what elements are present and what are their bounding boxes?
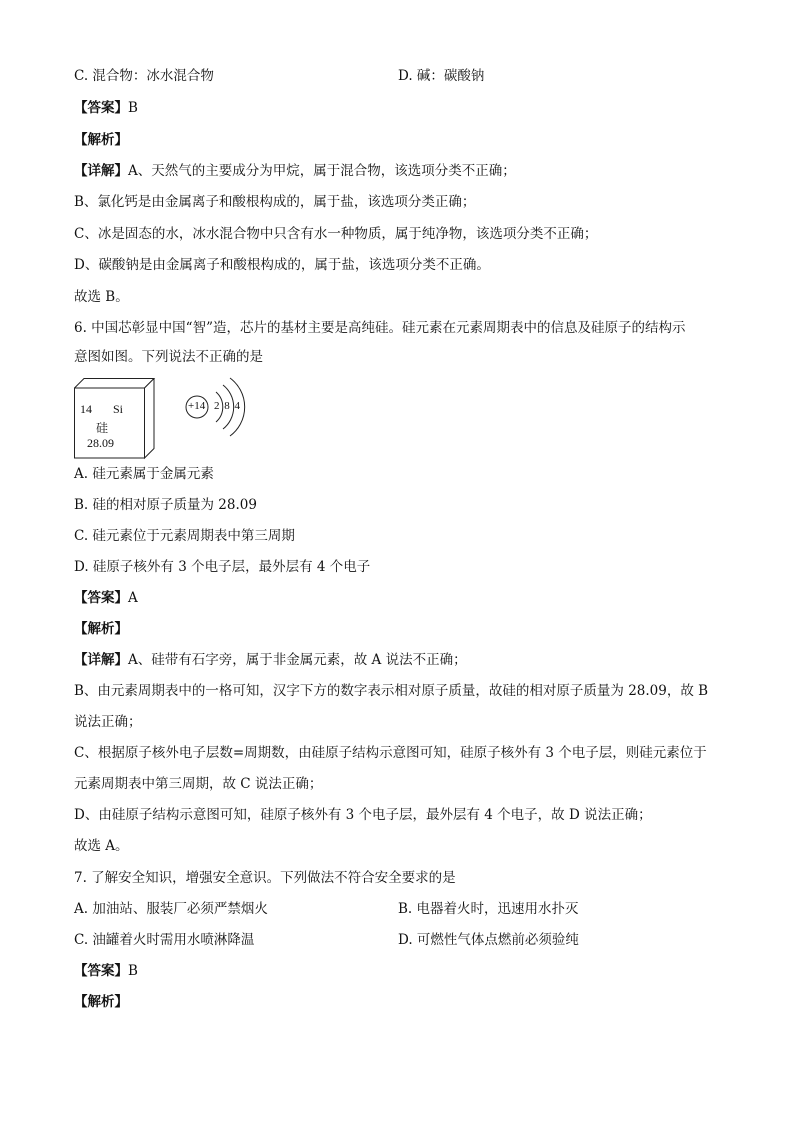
q5-option-c: C. 混合物：冰水混合物 xyxy=(74,68,214,84)
detail-label: 【详解】 xyxy=(74,163,128,179)
q6-option-a: A. 硅元素属于金属元素 xyxy=(74,466,214,482)
answer-label: 【答案】 xyxy=(74,963,128,979)
q7-answer xyxy=(74,962,138,980)
answer-value: B xyxy=(128,100,138,116)
periodic-table-cell xyxy=(74,378,154,458)
q6-detail-c-line1: C、根据原子核外电子层数=周期数，由硅原子结构示意图可知，硅原子核外有 3 个电子层，则硅元素位于 xyxy=(74,745,707,761)
q6-option-c: C. 硅元素位于元素周期表中第三周期 xyxy=(74,528,295,544)
answer-value: B xyxy=(128,963,138,979)
q5-answer xyxy=(74,99,138,117)
q6-detail-b-line2: 说法正确； xyxy=(74,714,142,730)
answer-label: 【答案】 xyxy=(74,590,128,606)
q7-option-b: B. 电器着火时，迅速用水扑灭 xyxy=(398,901,579,917)
atom-structure-diagram xyxy=(183,372,253,442)
atomic-number: 14 xyxy=(80,402,92,416)
q5-detail-b: B、氯化钙是由金属离子和酸根构成的，属于盐，该选项分类正确； xyxy=(74,194,476,210)
q5-option-d: D. 碱：碳酸钠 xyxy=(398,68,485,84)
q7-option-a: A. 加油站、服装厂必须严禁烟火 xyxy=(74,901,268,917)
q5-detail-d: D、碳酸钠是由金属离子和酸根构成的，属于盐，该选项分类不正确。 xyxy=(74,257,490,273)
q6-answer xyxy=(74,589,138,607)
element-symbol: Si xyxy=(113,402,124,416)
q5-conclusion: 故选 B。 xyxy=(74,289,129,305)
answer-value: A xyxy=(128,590,138,606)
q6-option-b: B. 硅的相对原子质量为 28.09 xyxy=(74,497,257,513)
q6-stem-line2: 意图如图。下列说法不正确的是 xyxy=(74,349,263,365)
q7-stem: 7. 了解安全知识，增强安全意识。下列做法不符合安全要求的是 xyxy=(74,870,456,886)
electron-shells: 2 8 4 xyxy=(214,400,241,412)
q5-analysis-label: 【解析】 xyxy=(74,132,128,148)
nucleus-charge: +14 xyxy=(188,400,206,412)
q6-detail-a xyxy=(74,651,467,669)
answer-label: 【答案】 xyxy=(74,100,128,116)
q6-analysis-label: 【解析】 xyxy=(74,621,128,637)
detail-text: A、天然气的主要成分为甲烷，属于混合物，该选项分类不正确； xyxy=(128,163,516,179)
q6-option-d: D. 硅原子核外有 3 个电子层，最外层有 4 个电子 xyxy=(74,559,371,575)
q6-detail-c-line2: 元素周期表中第三周期，故 C 说法正确； xyxy=(74,776,323,792)
q6-detail-b-line1: B、由元素周期表中的一格可知，汉字下方的数字表示相对原子质量，故硅的相对原子质量为 28.09，故 B xyxy=(74,683,709,699)
element-name: 硅 xyxy=(96,421,109,435)
q7-analysis-label: 【解析】 xyxy=(74,994,128,1010)
q6-stem-line1: 6. 中国芯彰显中国“智”造，芯片的基材主要是高纯硅。硅元素在元素周期表中的信息及硅原子的结构示 xyxy=(74,320,686,336)
q7-option-c: C. 油罐着火时需用水喷淋降温 xyxy=(74,932,255,948)
q7-option-d: D. 可燃性气体点燃前必须验纯 xyxy=(398,932,579,948)
detail-label: 【详解】 xyxy=(74,652,128,668)
atomic-mass: 28.09 xyxy=(87,436,114,450)
q6-conclusion: 故选 A。 xyxy=(74,838,129,854)
q5-detail-c: C、冰是固态的水，冰水混合物中只含有水一种物质，属于纯净物，该选项分类不正确； xyxy=(74,226,598,242)
q6-detail-d: D、由硅原子结构示意图可知，硅原子核外有 3 个电子层，最外层有 4 个电子，故 D 说法正确； xyxy=(74,807,652,823)
q5-detail-a xyxy=(74,162,516,180)
detail-text: A、硅带有石字旁，属于非金属元素，故 A 说法不正确； xyxy=(128,652,467,668)
